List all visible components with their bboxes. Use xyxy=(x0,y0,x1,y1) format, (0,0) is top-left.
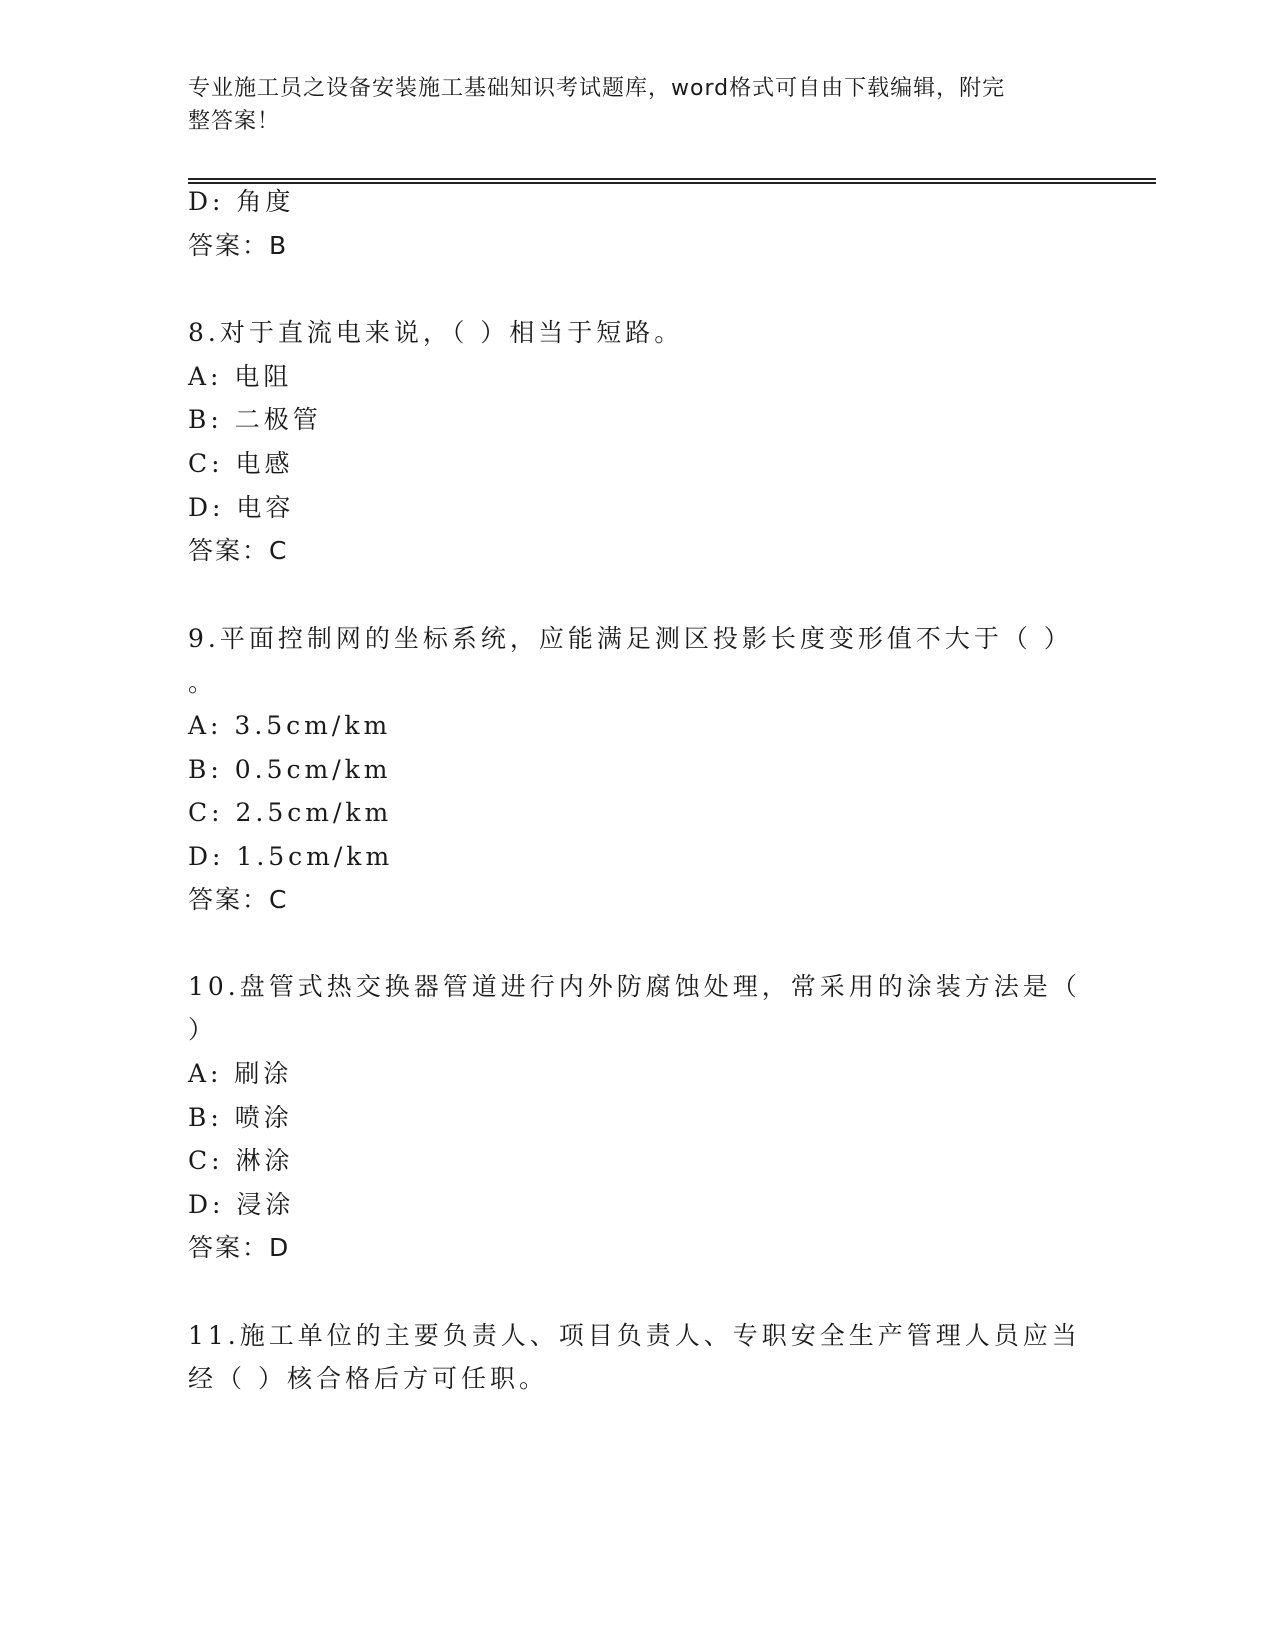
q8-answer: 答案：C xyxy=(188,536,289,565)
q11-stem-line-2: 经（ ）核合格后方可任职。 xyxy=(188,1364,548,1393)
header-line-1: 专业施工员之设备安装施工基础知识考试题库，word格式可自由下载编辑，附完 xyxy=(188,76,1006,101)
q10-option-a: A: 刷涂 xyxy=(188,1059,293,1088)
q9-stem-line-1: 9.平面控制网的坐标系统，应能满足测区投影长度变形值不大于（ ） xyxy=(188,624,1073,653)
q8-option-a: A: 电阻 xyxy=(188,362,293,391)
q9-option-a: A: 3.5cm/km xyxy=(188,711,392,740)
q8-option-c: C: 电感 xyxy=(188,449,294,478)
prev-answer: 答案：B xyxy=(188,231,289,260)
q9-option-c: C: 2.5cm/km xyxy=(188,798,393,827)
q8-stem: 8.对于直流电来说，（ ）相当于短路。 xyxy=(188,318,684,347)
header-line-2: 整答案！ xyxy=(188,109,281,134)
q10-answer: 答案：D xyxy=(188,1233,291,1262)
header-divider-top xyxy=(188,178,1156,180)
q9-answer: 答案：C xyxy=(188,885,289,914)
prev-option-d: D: 角度 xyxy=(188,187,295,216)
q8-option-d: D: 电容 xyxy=(188,493,295,522)
q9-option-b: B: 0.5cm/km xyxy=(188,755,392,784)
q8-option-b: B: 二极管 xyxy=(188,405,322,434)
q10-option-c: C: 淋涂 xyxy=(188,1146,294,1175)
q10-option-d: D: 浸涂 xyxy=(188,1190,295,1219)
q10-stem-line-1: 10.盘管式热交换器管道进行内外防腐蚀处理，常采用的涂装方法是（ xyxy=(188,972,1081,1001)
q10-stem-line-2: ） xyxy=(188,1015,218,1044)
header-divider-bottom xyxy=(188,182,1156,184)
q11-stem-line-1: 11.施工单位的主要负责人、项目负责人、专职安全生产管理人员应当 xyxy=(188,1321,1081,1350)
q9-stem-line-2: 。 xyxy=(188,668,218,697)
q10-option-b: B: 喷涂 xyxy=(188,1103,293,1132)
document-header xyxy=(188,72,1088,138)
q9-option-d: D: 1.5cm/km xyxy=(188,842,394,871)
